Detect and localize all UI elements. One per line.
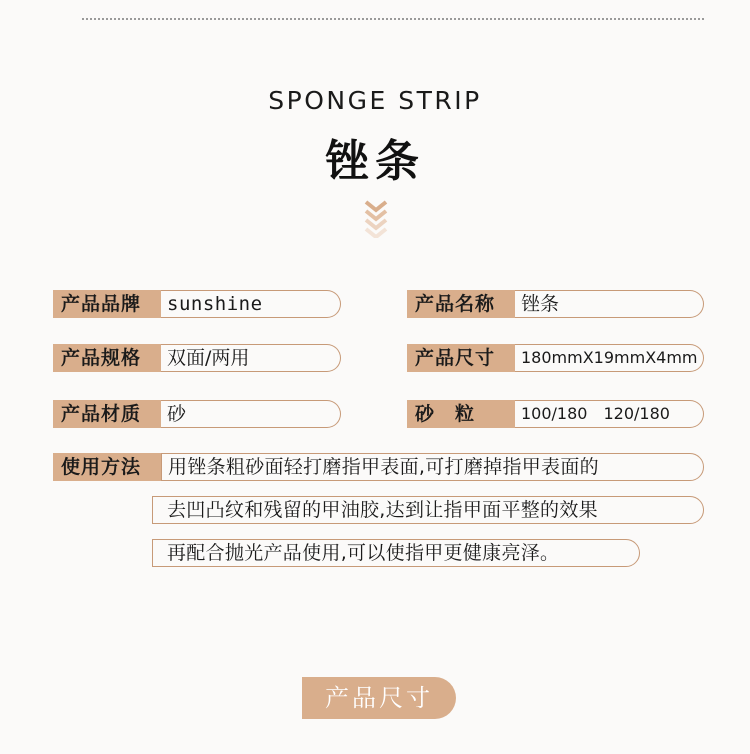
spec-value: 100/180 120/180: [515, 400, 704, 428]
spec-label: 产品名称: [407, 290, 515, 318]
method-line-1: 用锉条粗砂面轻打磨指甲表面,可打磨掉指甲表面的: [161, 453, 704, 481]
page-title-en: SPONGE STRIP: [268, 86, 482, 115]
double-chevron-down-icon: [362, 198, 390, 238]
spec-label: 产品规格: [53, 344, 161, 372]
spec-label: 产品品牌: [53, 290, 161, 318]
spec-row-spec: [53, 344, 341, 372]
dotted-divider: [82, 18, 704, 20]
spec-label: 产品尺寸: [407, 344, 515, 372]
spec-value: 双面/两用: [161, 344, 341, 372]
spec-row-material: [53, 400, 341, 428]
spec-value: 砂: [161, 400, 341, 428]
spec-row-name: [407, 290, 704, 318]
spec-label: 砂 粒: [407, 400, 515, 428]
spec-row-size: [407, 344, 704, 372]
spec-row-brand: [53, 290, 341, 318]
spec-value: 180mmX19mmX4mm: [515, 344, 704, 372]
page-title-cn: 锉条: [325, 136, 425, 187]
spec-row-grit: [407, 400, 704, 428]
spec-label: 产品材质: [53, 400, 161, 428]
method-line-3: 再配合抛光产品使用,可以使指甲更健康亮泽。: [152, 539, 640, 567]
method-line-2: 去凹凸纹和残留的甲油胶,达到让指甲面平整的效果: [152, 496, 704, 524]
spec-value: sunshine: [161, 290, 341, 318]
method-label: 使用方法: [53, 453, 161, 481]
section-button-size[interactable]: 产品尺寸: [302, 677, 456, 719]
spec-value: 锉条: [515, 290, 704, 318]
